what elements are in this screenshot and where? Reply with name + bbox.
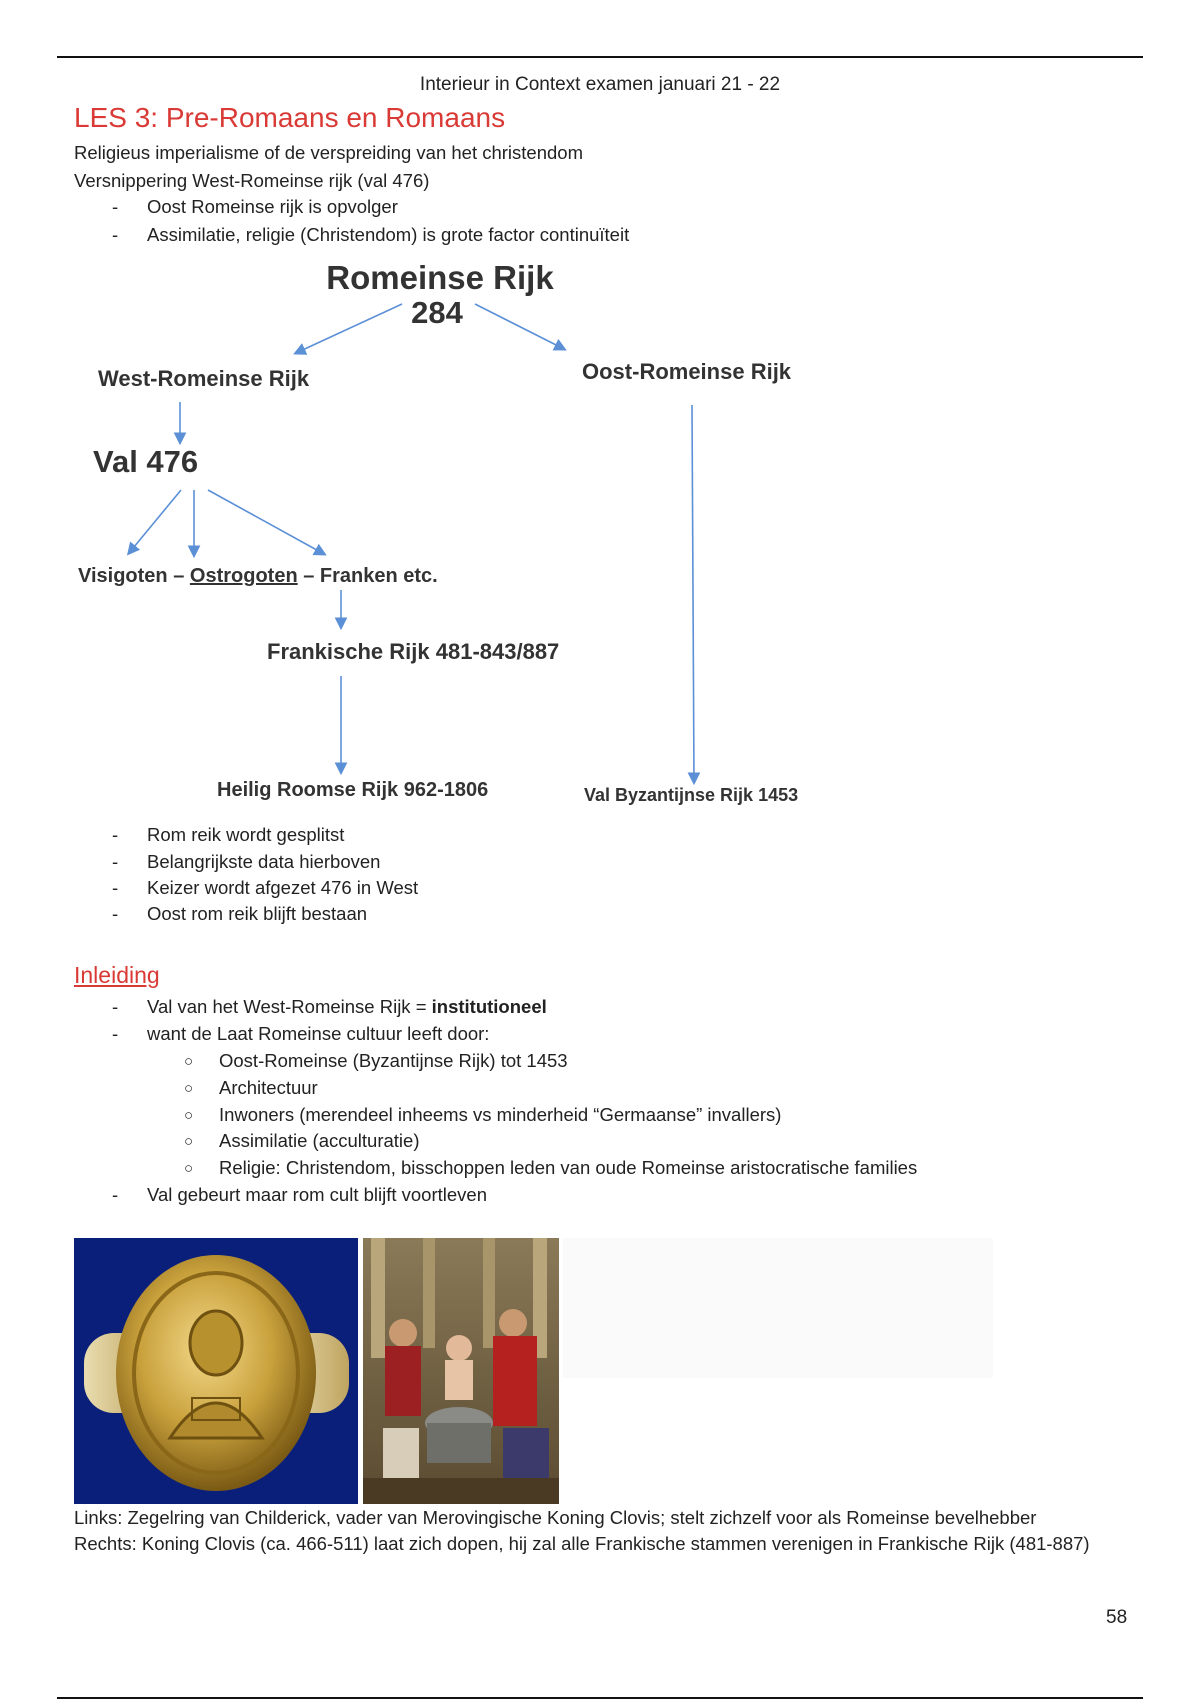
bullet-dash: - [112, 877, 119, 898]
diagram-west: West-Romeinse Rijk [98, 366, 310, 391]
diagram-east: Oost-Romeinse Rijk [582, 359, 792, 384]
diagram-hre: Heilig Roomse Rijk 962-1806 [217, 779, 489, 801]
diagram-fall: Val 476 [93, 444, 199, 479]
lesson-title: LES 3: Pre-Romaans en Romaans [74, 102, 506, 133]
diagram-bullet-2: Belangrijkste data hierboven [147, 851, 381, 872]
diagram-bullet-4: Oost rom reik blijft bestaan [147, 903, 368, 924]
sub-bullet-3: Inwoners (merendeel inheems vs minderheid “Germaanse” invallers) [219, 1104, 782, 1125]
caption-left: Links: Zegelring van Childerick, vader van Merovingische Koning Clovis; stelt zichzelf voor als Romeinse bevelhebber [74, 1507, 1037, 1528]
blank-image-area [563, 1238, 993, 1378]
image-caption [74, 1505, 1134, 1557]
sub-bullet-1: Oost-Romeinse (Byzantijnse Rijk) tot 1453 [219, 1050, 568, 1071]
bullet-dash: - [112, 224, 119, 245]
section-bullet-1-bold: institutioneel [431, 996, 547, 1017]
arrow-fall-visigoten [129, 490, 181, 553]
tribes-visigoten: Visigoten – [78, 565, 190, 587]
section-bullet-3: Val gebeurt maar rom cult blijft voortleven [147, 1184, 488, 1205]
empire-diagram [0, 0, 1200, 830]
arrow-east-byzantine [692, 405, 694, 782]
diagram-bullet-3: Keizer wordt afgezet 476 in West [147, 877, 419, 898]
arrow-fall-franken [208, 490, 324, 554]
section-bullet-2: want de Laat Romeinse cultuur leeft door: [147, 1023, 490, 1044]
arrow-root-east [475, 304, 564, 349]
page-number: 58 [1106, 1607, 1128, 1628]
caption-right: Rechts: Koning Clovis (ca. 466-511) laat zich dopen, hij zal alle Frankische stammen verenigen in Frankische Rijk (481-887) [74, 1533, 1090, 1554]
sub-bullet-4: Assimilatie (acculturatie) [219, 1130, 420, 1151]
diagram-frankish: Frankische Rijk 481-843/887 [267, 639, 560, 664]
section-bullet-1-text: Val van het West-Romeinse Rijk = [147, 996, 432, 1017]
bullet-dash: - [112, 996, 119, 1017]
bullet-dash: - [112, 1023, 119, 1044]
bullet-dash: - [112, 196, 119, 217]
diagram-bullet-1: Rom reik wordt gesplitst [147, 824, 345, 845]
intro-bullet-1: Oost Romeinse rijk is opvolger [147, 196, 398, 217]
clovis-baptism-image [363, 1238, 559, 1504]
tribes-ostrogoten: Ostrogoten [189, 565, 298, 587]
intro-bullet-2: Assimilatie, religie (Christendom) is grote factor continuïteit [147, 224, 630, 245]
sub-bullet-marker: ○ [184, 1080, 194, 1097]
bullet-dash: - [112, 1184, 119, 1205]
arrow-root-west [296, 304, 402, 353]
sub-bullet-marker: ○ [184, 1053, 194, 1070]
bullet-dash: - [112, 903, 119, 924]
tribes-franken: – Franken etc. [297, 565, 438, 587]
diagram-tribes [78, 565, 438, 587]
sub-bullet-marker: ○ [184, 1160, 194, 1177]
sub-bullet-marker: ○ [184, 1133, 194, 1150]
bullet-dash: - [112, 851, 119, 872]
sub-bullet-5: Religie: Christendom, bisschoppen leden van oude Romeinse aristocratische families [219, 1157, 918, 1178]
page-header: Interieur in Context examen januari 21 - 22 [419, 74, 781, 95]
bottom-rule [57, 1697, 1143, 1699]
seal-ring-image [74, 1238, 358, 1504]
intro-line-2: Versnippering West-Romeinse rijk (val 476) [74, 170, 430, 191]
bullet-dash: - [112, 824, 119, 845]
diagram-root-year: 284 [411, 295, 463, 330]
section-bullet-1 [147, 996, 547, 1018]
diagram-byzantine: Val Byzantijnse Rijk 1453 [584, 785, 799, 805]
sub-bullet-marker: ○ [184, 1107, 194, 1124]
sub-bullet-2: Architectuur [219, 1077, 318, 1098]
section-title: Inleiding [74, 962, 160, 988]
diagram-root-title: Romeinse Rijk [326, 259, 554, 296]
intro-line-1: Religieus imperialisme of de verspreiding van het christendom [74, 142, 583, 163]
